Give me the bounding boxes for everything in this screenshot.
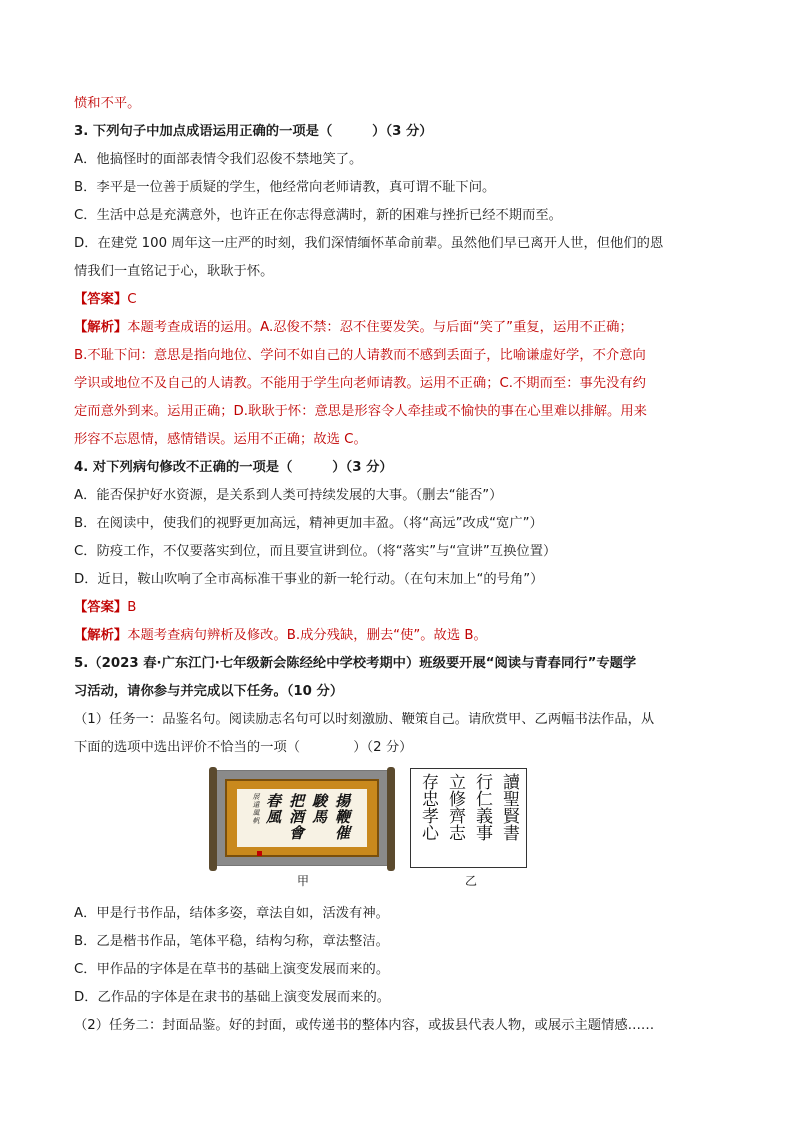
kai-column-text: 存忠孝心 (418, 773, 438, 841)
q3-option-d-line1: D．在建党 100 周年这一庄严的时刻，我们深情缅怀革命前辈。虽然他们早已离开人世，但他们的恩 (74, 236, 664, 251)
q4-answer (74, 594, 724, 622)
regular-script-text (417, 773, 520, 863)
explanation-tag: 【解析】 (74, 628, 128, 643)
q4-option-c: C．防疫工作，不仅要落实到位，而且要宣讲到位。（将“落实”与“宣讲”互换位置） (74, 544, 557, 559)
exam-page (74, 90, 724, 1040)
q4-option-b: B．在阅读中，使我们的视野更加高远，精神更加丰盈。（将“高远”改成“宽广”） (74, 516, 543, 531)
question-5-title-line1: 5.（2023 春·广东江门·七年级新会陈经纶中学校考期中）班级要开展“阅读与青春同行”专题学 (74, 656, 637, 671)
q5-option-c: C．甲作品的字体是在草书的基础上演变发展而来的。 (74, 962, 390, 977)
calligraphy-column: 把酒會 (287, 793, 305, 841)
question-3-title: 3. 下列句子中加点成语运用正确的一项是（ ）（3 分） (74, 124, 433, 139)
q3-explanation-line1 (74, 314, 724, 342)
calligraphy-board-yi (410, 768, 527, 868)
q3-explanation-line2: B.不耻下问：意思是指向地位、学问不如自己的人请教而不感到丢面子，比喻谦虚好学，不介意向 (74, 348, 646, 363)
question-5-title-line2: 习活动，请你参与并完成以下任务。（10 分） (74, 684, 344, 699)
question-4-title: 4. 对下列病句修改不正确的一项是（ ）（3 分） (74, 460, 393, 475)
scroll-mount (225, 779, 379, 857)
calligraphy-scroll-jia (214, 770, 390, 866)
q3-option-b: B．李平是一位善于质疑的学生，他经常向老师请教，真可谓不耻下问。 (74, 180, 496, 195)
kai-column (471, 773, 493, 863)
q3-explanation-line4: 定而意外到来。运用正确；D.耿耿于怀：意思是形容令人牵挂或不愉快的事在心里难以排解。用来 (74, 404, 647, 419)
calligraphy-inscription: 展遠風帆 (252, 793, 260, 825)
calligraphy-figures (74, 764, 724, 896)
answer-tag: 【答案】 (74, 600, 128, 615)
answer-tag: 【答案】 (74, 292, 128, 307)
q4-option-a: A．能否保护好水资源，是关系到人类可持续发展的大事。（删去“能否”） (74, 488, 503, 503)
scroll-rod-right (387, 767, 395, 871)
answer-value: C (127, 292, 137, 307)
explanation-text: 本题考查成语的运用。A.忍俊不禁：忍不住要发笑。与后面“笑了”重复，运用不正确； (127, 320, 633, 335)
kai-column (417, 773, 439, 863)
running-script-text (251, 793, 353, 843)
q4-explanation (74, 622, 724, 650)
calligraphy-column: 春風 (264, 793, 282, 825)
q5-task2-line1: （2）任务二：封面品鉴。好的封面，或传递书的整体内容，或拔县代表人物，或展示主题情感…… (74, 1018, 655, 1033)
q5-task1-line1: （1）任务一：品鉴名句。阅读励志名句可以时刻激励、鞭策自己。请欣赏甲、乙两幅书法作品，从 (74, 712, 655, 727)
red-seal-icon (257, 851, 262, 856)
q5-task1-line2: 下面的选项中选出评价不恰当的一项（ ）（2 分） (74, 740, 413, 755)
figure-caption-jia: 甲 (297, 874, 310, 888)
prev-explanation-tail: 愤和不平。 (74, 96, 141, 111)
kai-column-text: 讀聖賢書 (499, 773, 519, 841)
q5-option-a: A．甲是行书作品，结体多姿，章法自如，活泼有神。 (74, 906, 389, 921)
q3-option-a: A．他搞怪时的面部表情令我们忍俊不禁地笑了。 (74, 152, 363, 167)
kai-column-text: 行仁義事 (472, 773, 492, 841)
q3-option-d-line2: 情我们一直铭记于心，耿耿于怀。 (74, 264, 274, 279)
calligraphy-column: 揚鞭催 (333, 793, 351, 841)
q3-explanation-line3: 学识或地位不及自己的人请教。不能用于学生向老师请教。运用不正确；C.不期而至：事先没有约 (74, 376, 646, 391)
scroll-rod-left (209, 767, 217, 871)
figure-caption-yi: 乙 (465, 874, 478, 888)
kai-column (498, 773, 520, 863)
q5-option-d: D．乙作品的字体是在隶书的基础上演变发展而来的。 (74, 990, 391, 1005)
q4-option-d: D．近日，鞍山吹响了全市高标准干事业的新一轮行动。（在句末加上“的号角”） (74, 572, 544, 587)
q5-option-b: B．乙是楷书作品，笔体平稳，结构匀称，章法整洁。 (74, 934, 389, 949)
calligraphy-column: 駿馬 (310, 793, 328, 825)
answer-value: B (127, 600, 137, 615)
q3-option-c: C．生活中总是充满意外，也许正在你志得意满时，新的困难与挫折已经不期而至。 (74, 208, 562, 223)
q3-explanation-line5: 形容不忘恩情，感情错误。运用不正确；故选 C。 (74, 432, 367, 447)
kai-column (444, 773, 466, 863)
explanation-text: 本题考查病句辨析及修改。B.成分残缺，删去“使”。故选 B。 (127, 628, 487, 643)
explanation-tag: 【解析】 (74, 320, 128, 335)
kai-column-text: 立修齊志 (445, 773, 465, 841)
q3-answer (74, 286, 724, 314)
scroll-paper (237, 789, 367, 847)
